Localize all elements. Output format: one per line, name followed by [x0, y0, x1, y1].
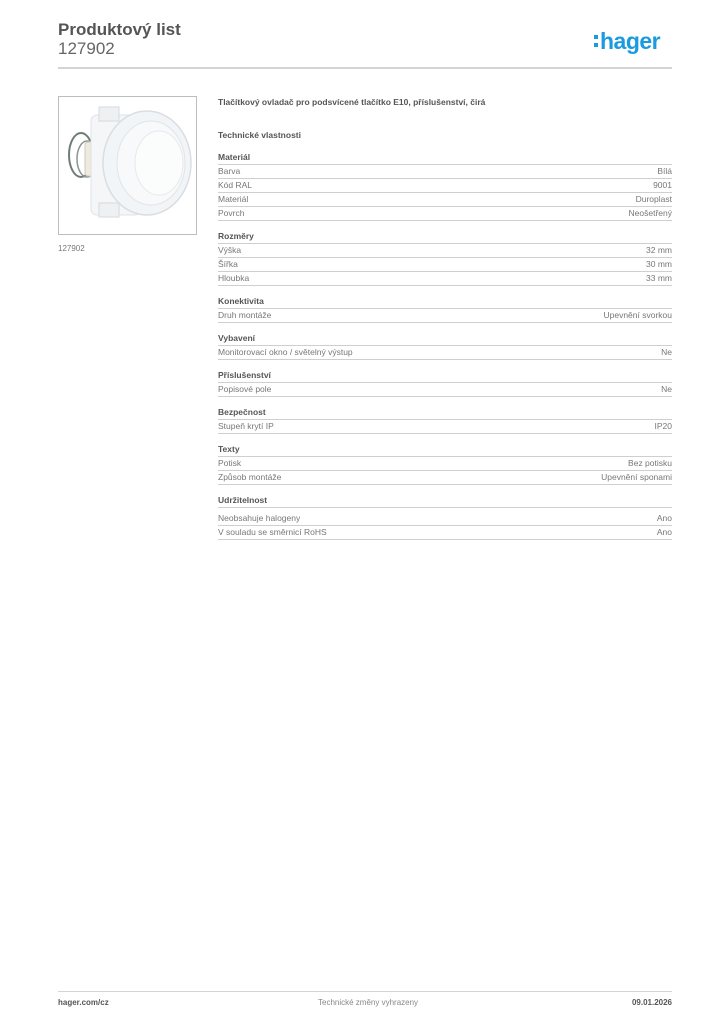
spec-label: Kód RAL [218, 180, 253, 190]
group-dimensions [218, 230, 672, 286]
spec-value: 9001 [653, 180, 672, 190]
spec-value: 32 mm [646, 245, 672, 255]
group-heading: Konektivita [218, 295, 672, 309]
spec-label: Monitorovací okno / světelný výstup [218, 347, 353, 357]
group-heading: Texty [218, 443, 672, 457]
group-heading: Rozměry [218, 230, 672, 244]
section-title: Technické vlastnosti [218, 130, 301, 140]
spec-label: Materiál [218, 194, 249, 204]
spec-label: Šířka [218, 259, 238, 269]
spec-value: 30 mm [646, 259, 672, 269]
group-equipment [218, 332, 672, 360]
product-image [58, 96, 197, 235]
spec-value: Ne [661, 384, 672, 394]
spec-label: V souladu se směrnicí RoHS [218, 527, 327, 537]
spec-row [218, 207, 672, 221]
footer-divider [58, 991, 672, 992]
spec-row [218, 346, 672, 360]
spec-row [218, 165, 672, 179]
spec-value: Bílá [657, 166, 672, 176]
spec-value: IP20 [654, 421, 672, 431]
spec-row [218, 457, 672, 471]
spec-value: 33 mm [646, 273, 672, 283]
product-number: 127902 [58, 39, 115, 58]
spec-row [218, 471, 672, 485]
spec-label: Potisk [218, 458, 242, 468]
spec-value: Duroplast [635, 194, 672, 204]
spec-label: Způsob montáže [218, 472, 282, 482]
spec-value: Ano [656, 513, 672, 523]
spec-row [218, 244, 672, 258]
header-divider [58, 67, 672, 69]
group-material [218, 151, 672, 221]
spec-label: Neobsahuje halogeny [218, 513, 301, 523]
image-caption: 127902 [58, 244, 85, 253]
group-sustainability [218, 494, 672, 540]
spec-value: Upevnění sponami [601, 472, 672, 482]
group-accessories [218, 369, 672, 397]
group-heading: Udržitelnost [218, 494, 672, 508]
group-heading: Příslušenství [218, 369, 672, 383]
spec-value: Ano [656, 527, 672, 537]
spec-content [218, 96, 672, 549]
spec-label: Hloubka [218, 273, 250, 283]
spec-row [218, 272, 672, 286]
group-heading: Materiál [218, 151, 672, 165]
spec-label: Druh montáže [218, 310, 272, 320]
spec-label: Povrch [218, 208, 245, 218]
spec-value: Neošetřený [628, 208, 672, 218]
spec-row [218, 193, 672, 207]
spec-value: Upevnění svorkou [603, 310, 672, 320]
spec-row [218, 179, 672, 193]
group-heading: Bezpečnost [218, 406, 672, 420]
spec-row [218, 309, 672, 323]
spec-label: Popisové pole [218, 384, 272, 394]
spec-row [218, 383, 672, 397]
spec-value: Bez potisku [628, 458, 672, 468]
group-texts [218, 443, 672, 485]
spec-label: Výška [218, 245, 242, 255]
logo-colon-icon [594, 34, 598, 48]
hager-logo [594, 28, 660, 54]
spec-row [218, 526, 672, 540]
product-description: Tlačítkový ovladač pro podsvícené tlačítko E10, příslušenství, čirá [218, 97, 486, 107]
group-connectivity [218, 295, 672, 323]
group-safety [218, 406, 672, 434]
footer-website-link[interactable]: hager.com/cz [58, 998, 109, 1007]
push-button-actuator-icon [59, 97, 196, 234]
spec-value: Ne [661, 347, 672, 357]
footer-notice: Technické změny vyhrazeny [318, 998, 419, 1007]
spec-row [218, 512, 672, 526]
group-heading: Vybavení [218, 332, 672, 346]
footer-date: 09.01.2026 [631, 998, 672, 1007]
page-title: Produktový list [58, 20, 181, 39]
spec-label: Stupeň krytí IP [218, 421, 274, 431]
spec-row [218, 420, 672, 434]
spec-row [218, 258, 672, 272]
logo-text: hager [600, 28, 661, 54]
spec-label: Barva [218, 166, 241, 176]
